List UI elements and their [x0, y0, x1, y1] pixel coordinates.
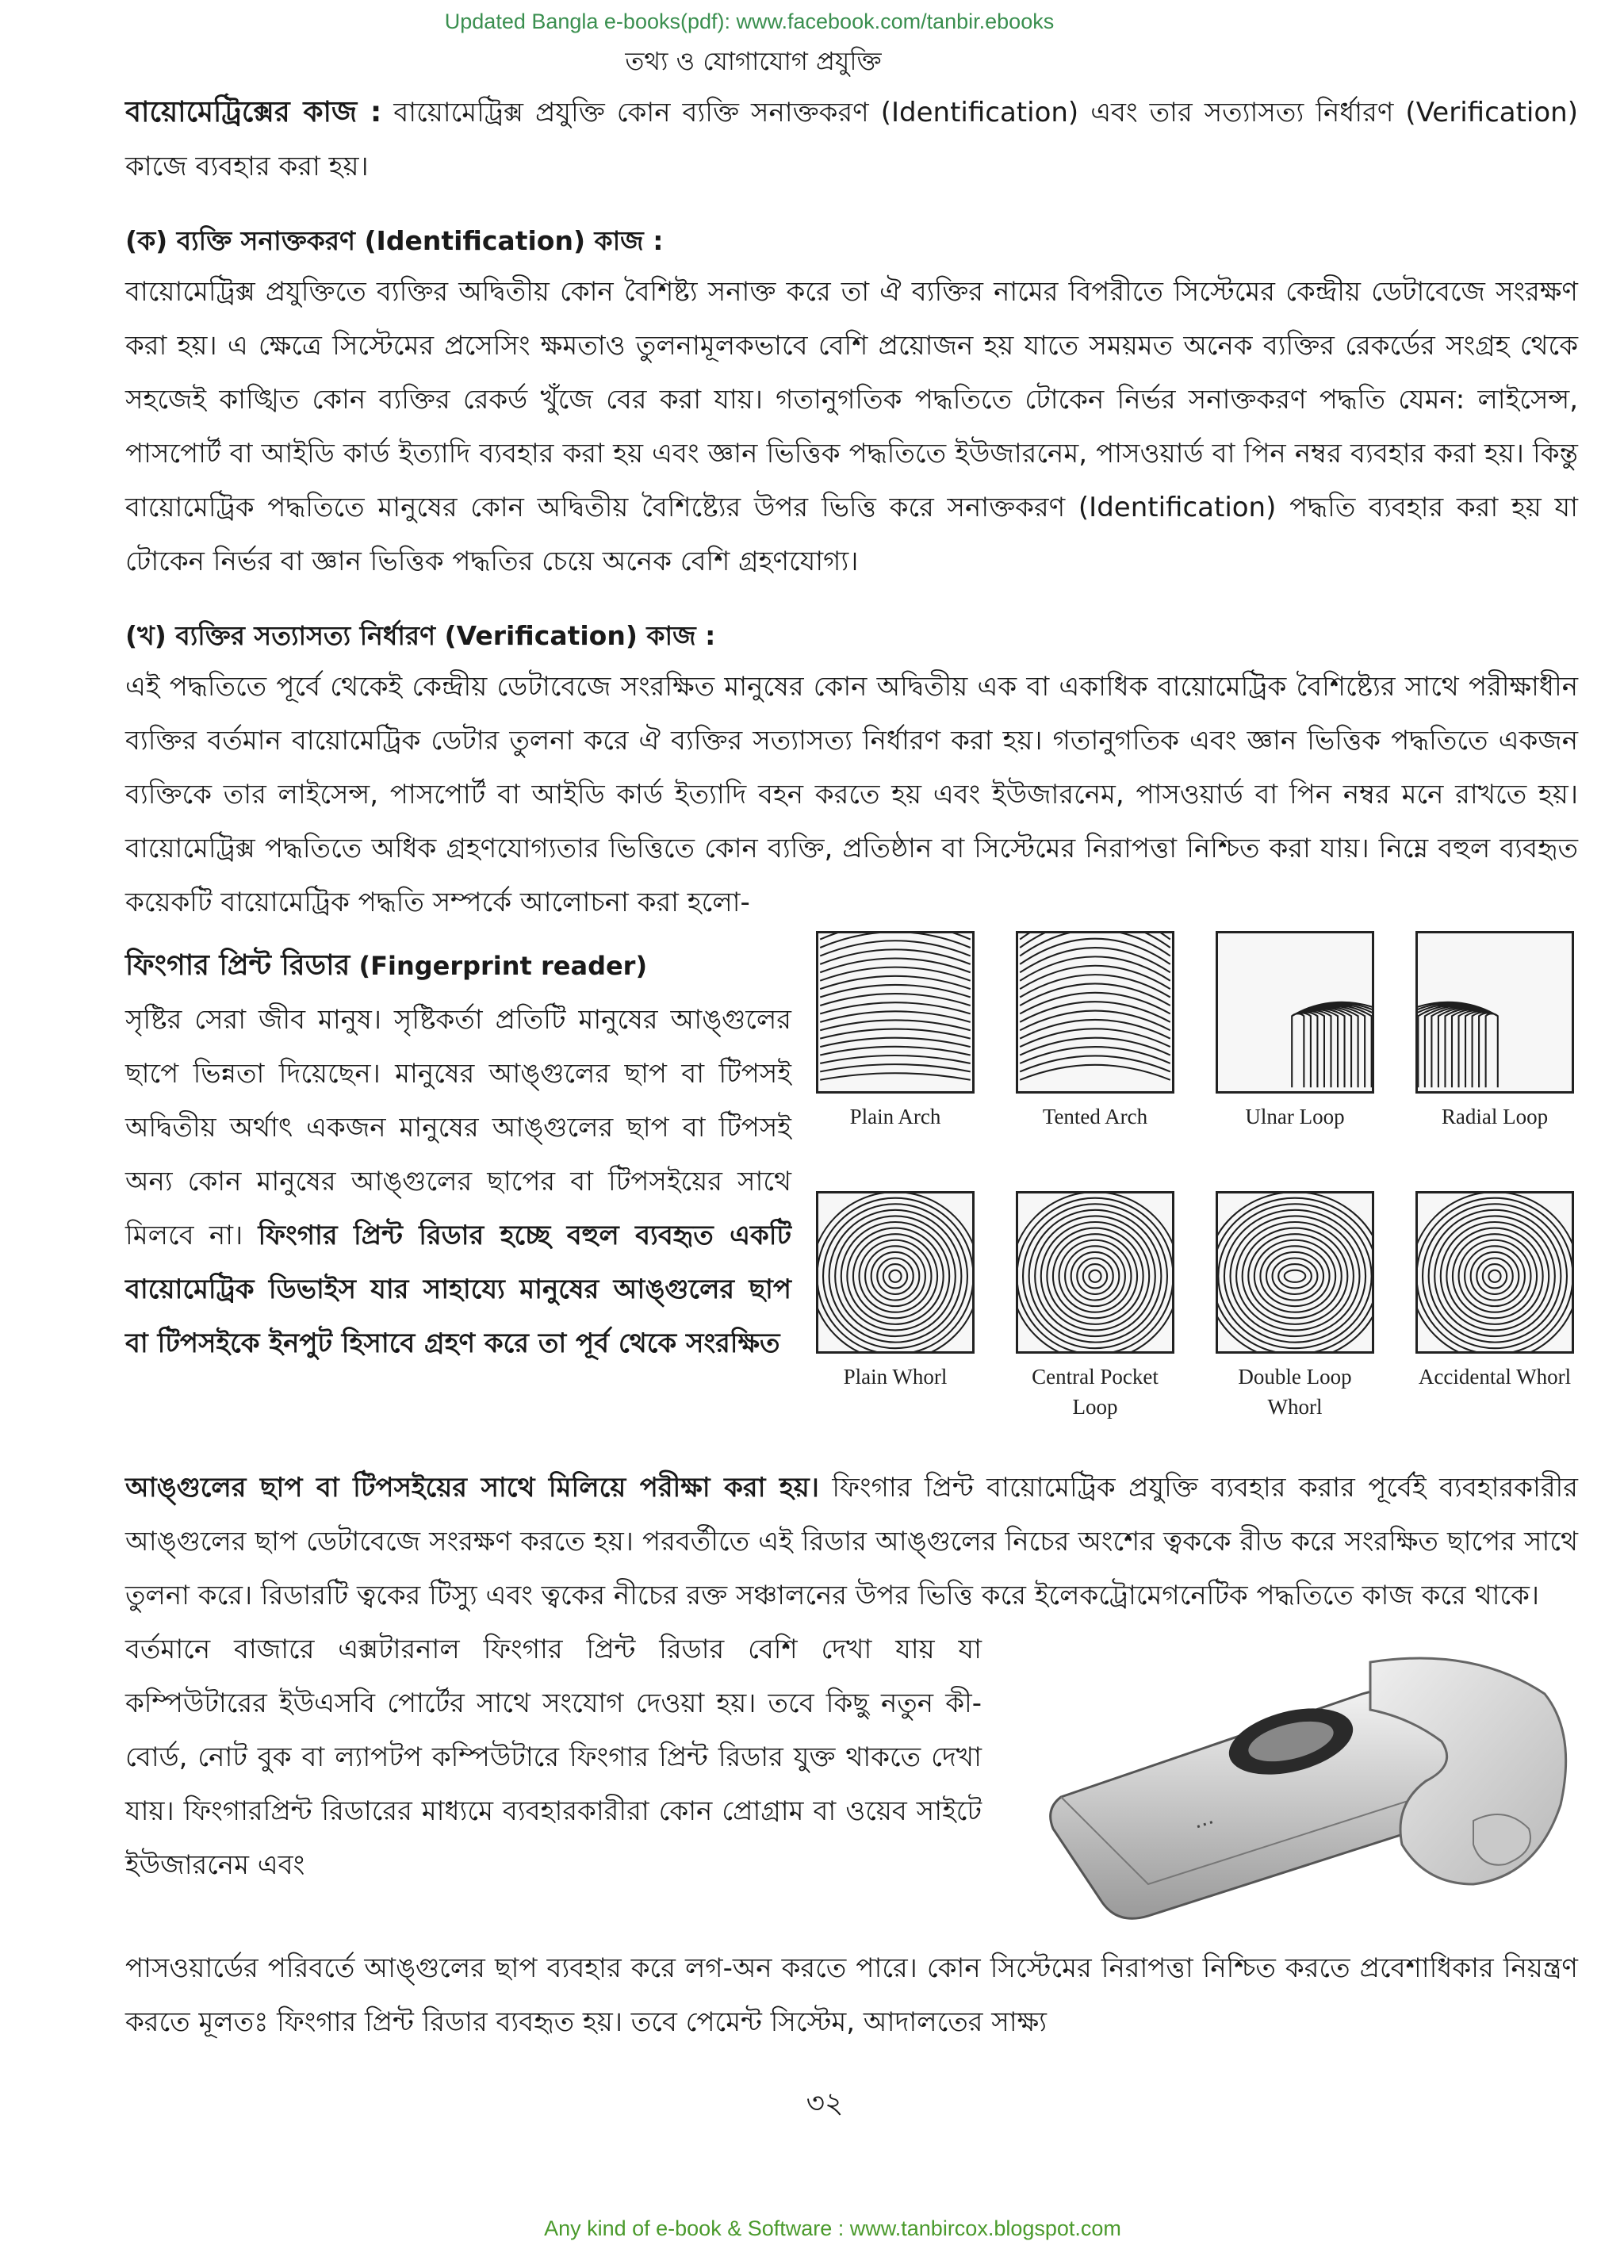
fingerprint-image: [816, 1191, 975, 1354]
intro-heading: বায়োমেট্রিক্সের কাজ :: [125, 96, 382, 128]
fingerprint-pattern: [1212, 931, 1378, 1132]
fingerprint-image: [816, 931, 975, 1094]
fingerprint-caption: Accidental Whorl: [1418, 1365, 1572, 1389]
fingerprint-caption: Plain Whorl: [843, 1365, 948, 1389]
fingerprint-section: [125, 929, 1578, 1461]
section-ka-text: বায়োমেট্রিক্স প্রযুক্তিতে ব্যক্তির অদ্বিতীয় কোন বৈশিষ্ট্য সনাক্ত করে তা ঐ ব্যক্তির নামের বিপরীতে সিস্টেমের কেন্দ্রীয় ডেটাবেজে সংরক্ষণ করা হয়। এ ক্ষেত্রে সিস্টেমের প্রসেসিং ক্ষমতাও তুলনামূলকভাবে বেশি প্রয়োজন হয় যাতে সময়মত অনেক ব্যক্তির রেকর্ডের সংগ্রহ থেকে সহজেই কাঙ্খিত কোন ব্যক্তির রেকর্ড খুঁজে বের করা যায়। গতানুগতিক পদ্ধতিতে টোকেন নির্ভর সনাক্তকরণ পদ্ধতি যেমন: লাইসেন্স, পাসপোর্ট বা আইডি কার্ড ইত্যাদি ব্যবহার করা হয় এবং জ্ঞান ভিত্তিক পদ্ধতিতে ইউজারনেম, পাসওয়ার্ড বা পিন নম্বর ব্যবহার করা হয়। কিন্তু বায়োমেট্রিক পদ্ধতিতে মানুষের কোন অদ্বিতীয় বৈশিষ্ট্যের উপর ভিত্তি করে সনাক্তকরণ (Identification) পদ্ধতি ব্যবহার করা হয় যা টোকেন নির্ভর বা জ্ঞান ভিত্তিক পদ্ধতির চেয়ে অনেক বেশি গ্রহণযোগ্য।: [125, 276, 1578, 577]
fingerprint-pattern: [1012, 931, 1178, 1132]
reader-section: [125, 1622, 1578, 1946]
intro-text: বায়োমেট্রিক্স প্রযুক্তি কোন ব্যক্তি সনাক্তকরণ (Identification) এবং তার সত্যাসত্য নির্ধারণ (Verification) কাজে ব্যবহার করা হয়।: [125, 97, 1578, 182]
fingerprint-pattern: [812, 931, 979, 1132]
fingerprint-caption: Radial Loop: [1441, 1105, 1549, 1128]
reader-continuation-text: পাসওয়ার্ডের পরিবর্তে আঙ্গুলের ছাপ ব্যবহার করে লগ-অন করতে পারে। কোন সিস্টেমের নিরাপত্তা নিশ্চিত করতে প্রবেশাধিকার নিয়ন্ত্রণ করতে মূলতঃ ফিংগার প্রিন্ট রিডার ব্যবহৃত হয়। তবে পেমেন্ট সিস্টেম, আদালতের সাক্ষ্য: [125, 1952, 1578, 2038]
reader-text: বর্তমানে বাজারে এক্সটারনাল ফিংগার প্রিন্ট রিডার বেশি দেখা যায় যা কম্পিউটারের ইউএসবি পোর্টের সাথে সংযোগ দেওয়া হয়। তবে কিছু নতুন কী-বোর্ড, নোট বুক বা ল্যাপটপ কম্পিউটারে ফিংগার প্রিন্ট রিডার যুক্ত থাকতে দেখা যায়। ফিংগারপ্রিন্ট রিডারের মাধ্যমে ব্যবহারকারীরা কোন প্রোগ্রাম বা ওয়েব সাইটে ইউজারনেম এবং: [125, 1634, 982, 1881]
fingerprint-image: [1216, 931, 1374, 1094]
fingerprint-image: [1415, 1191, 1574, 1354]
fingerprint-caption: Plain Arch: [849, 1105, 941, 1128]
fingerprint-pattern: [1411, 1191, 1578, 1392]
fingerprint-text-bold: ফিংগার প্রিন্ট রিডার হচ্ছে বহুল ব্যবহৃত একটি বায়োমেট্রিক ডিভাইস যার সাহায্যে মানুষের আঙ্গুলের ছাপ বা টিপসইকে ইনপুট হিসাবে গ্রহণ করে তা পূর্ব থেকে সংরক্ষিত: [125, 1220, 791, 1359]
fingerprint-image: [1016, 931, 1174, 1094]
fingerprint-heading-bn: ফিংগার প্রিন্ট রিডার: [125, 949, 350, 982]
fingerprint-pattern: [812, 1191, 979, 1392]
fingerprint-caption: Tented Arch: [1042, 1105, 1148, 1128]
fingerprint-image: [1216, 1191, 1374, 1354]
reader-text-column: [125, 1622, 982, 1892]
fingerprint-pattern-figure: [812, 931, 1597, 1439]
header-link[interactable]: Updated Bangla e-books(pdf): www.facebook.com/tanbir.ebooks: [444, 10, 1055, 33]
running-head: তথ্য ও যোগাযোগ প্রযুক্তি: [625, 46, 882, 76]
fingerprint-reader-image: [1029, 1646, 1576, 1932]
fingerprint-pattern: [1411, 931, 1578, 1132]
intro-paragraph: [125, 86, 1578, 193]
fingerprint-heading-en: (Fingerprint reader): [350, 951, 648, 981]
fingerprint-pattern: [1212, 1191, 1378, 1422]
page-content: [125, 86, 1578, 2049]
fingerprint-caption: Central Pocket Loop: [1032, 1365, 1159, 1419]
section-ka-heading: (ক) ব্যক্তি সনাক্তকরণ (Identification) কাজ :: [125, 225, 664, 256]
footer-link[interactable]: Any kind of e-book & Software : www.tanbircox.blogspot.com: [544, 2216, 1121, 2240]
section-kha-text: এই পদ্ধতিতে পূর্বে থেকেই কেন্দ্রীয় ডেটাবেজে সংরক্ষিত মানুষের কোন অদ্বিতীয় এক বা একাধিক বায়োমেট্রিক বৈশিষ্ট্যের সাথে পরীক্ষাধীন ব্যক্তির বর্তমান বায়োমেট্রিক ডেটার তুলনা করে ঐ ব্যক্তির সত্যাসত্য নির্ধারণ করা হয়। গতানুগতিক এবং জ্ঞান ভিত্তিক পদ্ধতিতে একজন ব্যক্তিকে তার লাইসেন্স, পাসপোর্ট বা আইডি কার্ড ইত্যাদি বহন করতে হয় এবং ইউজারনেম, পাসওয়ার্ড বা পিন নম্বর মনে রাখতে হয়। বায়োমেট্রিক্স পদ্ধতিতে অধিক গ্রহণযোগ্যতার ভিত্তিতে কোন ব্যক্তি, প্রতিষ্ঠান বা সিস্টেমের নিরাপত্তা নিশ্চিত করা যায়। নিম্নে বহুল ব্যবহৃত কয়েকটি বায়োমেট্রিক পদ্ধতি সম্পর্কে আলোচনা করা হলো-: [125, 671, 1578, 918]
fingerprint-text-column: [125, 929, 791, 1370]
fingerprint-text: সৃষ্টির সেরা জীব মানুষ। সৃষ্টিকর্তা প্রতিটি মানুষের আঙ্গুলের ছাপে ভিন্নতা দিয়েছেন। মানুষের আঙ্গুলের ছাপ বা টিপসই অদ্বিতীয় অর্থাৎ একজন মানুষের আঙ্গুলের ছাপ বা টিপসই অন্য কোন মানুষের আঙ্গুলের ছাপের বা টিপসইয়ের সাথে মিলবে না।: [125, 1004, 791, 1251]
fingerprint-continuation-paragraph: [125, 1461, 1578, 1622]
fingerprint-image: [1016, 1191, 1174, 1354]
fingerprint-pattern: [1012, 1191, 1178, 1422]
fingerprint-caption: Ulnar Loop: [1245, 1105, 1345, 1128]
fingerprint-paragraph: [125, 993, 791, 1370]
fingerprint-image: [1415, 931, 1574, 1094]
fingerprint-cont-bold: আঙ্গুলের ছাপ বা টিপসইয়ের সাথে মিলিয়ে পরীক্ষা করা হয়।: [125, 1472, 819, 1504]
svg-text:...: ...: [1189, 1803, 1216, 1834]
section-kha-heading: (খ) ব্যক্তির সত্যাসত্য নির্ধারণ (Verification) কাজ :: [125, 620, 716, 651]
page-number: ৩২: [806, 2087, 844, 2120]
fingerprint-caption: Double Loop Whorl: [1238, 1365, 1352, 1419]
fingerprint-cont-text: ফিংগার প্রিন্ট বায়োমেট্রিক প্রযুক্তি ব্যবহার করার পূর্বেই ব্যবহারকারীর আঙ্গুলের ছাপ ডেটাবেজে সংরক্ষণ করতে হয়। পরবর্তীতে এই রিডার আঙ্গুলের নিচের অংশের ত্বককে রীড করে সংরক্ষিত ছাপের সাথে তুলনা করে। রিডারটি ত্বকের টিস্যু এবং ত্বকের নীচের রক্ত সঞ্চালনের উপর ভিত্তি করে ইলেকট্রোমেগনেটিক পদ্ধতিতে কাজ করে থাকে।: [125, 1472, 1578, 1611]
fingerprint-heading: [125, 939, 791, 993]
fingerprint-continuation: [125, 1461, 1578, 1622]
